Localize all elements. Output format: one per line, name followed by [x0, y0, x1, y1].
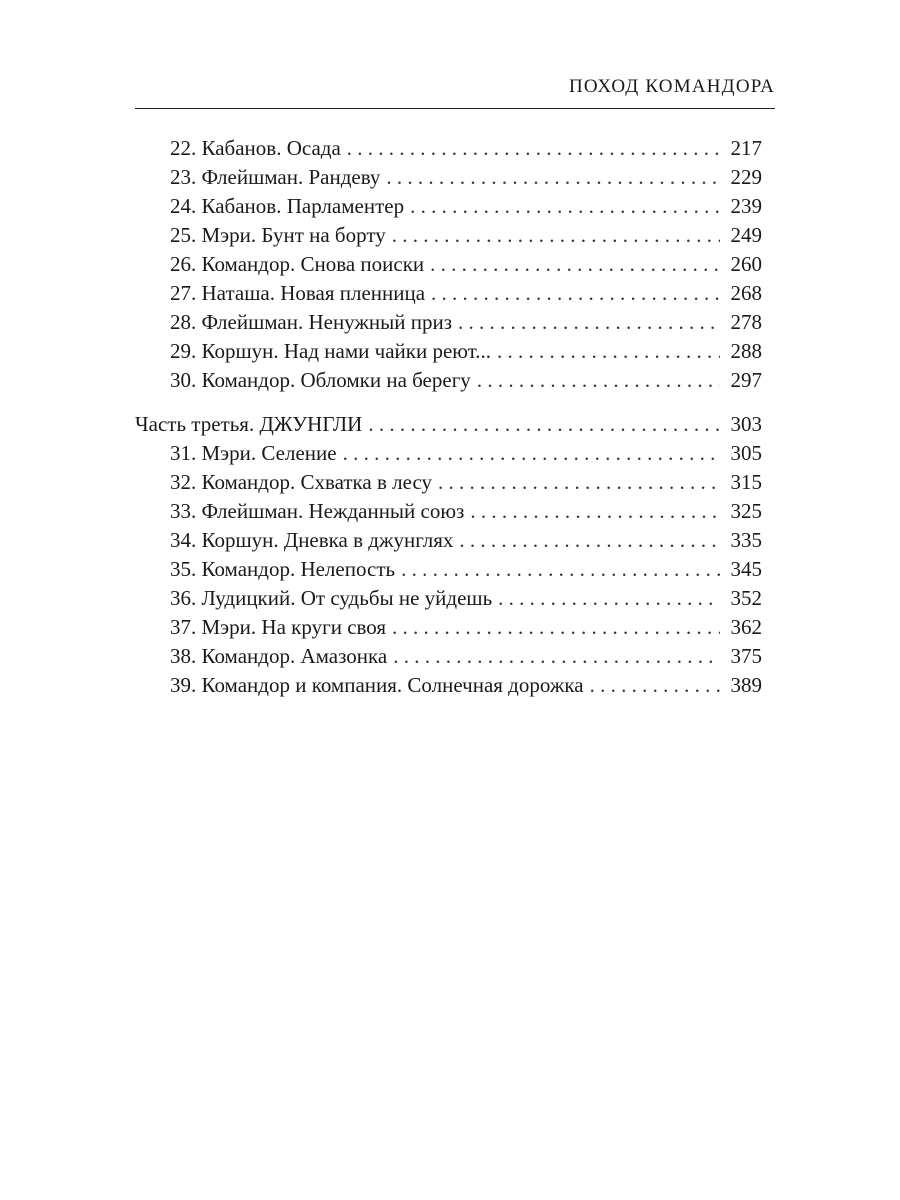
toc-entry-page: 288: [730, 339, 762, 363]
toc-entry-title: 28. Флейшман. Ненужный приз: [170, 310, 453, 334]
toc-dot-leader: [347, 134, 720, 163]
toc-entry-title: 23. Флейшман. Рандеву: [170, 165, 381, 189]
toc-part-page: 303: [730, 412, 762, 436]
toc-entry-35[interactable]: [135, 555, 762, 584]
toc-entry-27[interactable]: [135, 279, 762, 308]
toc-entry-page: 325: [730, 499, 762, 523]
toc-entry-31[interactable]: [135, 439, 762, 468]
toc-entry-36[interactable]: [135, 584, 762, 613]
toc-entry-title: 38. Командор. Амазонка: [170, 644, 388, 668]
toc-dot-leader: [393, 642, 720, 671]
toc-entry-title: 33. Флейшман. Нежданный союз: [170, 499, 465, 523]
header-rule: [135, 108, 775, 109]
toc-dot-leader: [459, 526, 720, 555]
toc-entry-33[interactable]: [135, 497, 762, 526]
toc-entry-page: 305: [730, 441, 762, 465]
toc-dot-leader: [458, 308, 720, 337]
toc-entry-title: 32. Командор. Схватка в лесу: [170, 470, 433, 494]
toc-entry-title: 39. Командор и компания. Солнечная дорожка: [170, 673, 584, 697]
toc-dot-leader: [431, 279, 720, 308]
toc-dot-leader: [368, 410, 720, 439]
toc-entry-32[interactable]: [135, 468, 762, 497]
toc-entry-26[interactable]: [135, 250, 762, 279]
toc-entry-38[interactable]: [135, 642, 762, 671]
toc-dot-leader: [430, 250, 720, 279]
toc-dot-leader: [497, 337, 720, 366]
toc-entry-page: 315: [730, 470, 762, 494]
table-of-contents: [135, 134, 762, 700]
toc-dot-leader: [343, 439, 720, 468]
toc-entry-page: 375: [730, 644, 762, 668]
toc-entry-39[interactable]: [135, 671, 762, 700]
toc-entry-34[interactable]: [135, 526, 762, 555]
toc-entry-22[interactable]: [135, 134, 762, 163]
toc-entry-page: 268: [730, 281, 762, 305]
toc-entry-24[interactable]: [135, 192, 762, 221]
toc-part-title: Часть третья. ДЖУНГЛИ: [135, 412, 363, 436]
toc-entry-page: 352: [730, 586, 762, 610]
toc-entry-page: 297: [730, 368, 762, 392]
toc-entry-title: 36. Лудицкий. От судьбы не уйдешь: [170, 586, 493, 610]
toc-entry-page: 217: [730, 136, 762, 160]
toc-entry-title: 22. Кабанов. Осада: [170, 136, 341, 160]
toc-dot-leader: [498, 584, 720, 613]
toc-entry-title: 25. Мэри. Бунт на борту: [170, 223, 386, 247]
toc-entry-title: 26. Командор. Снова поиски: [170, 252, 425, 276]
toc-entry-page: 239: [730, 194, 762, 218]
toc-dot-leader: [386, 163, 720, 192]
toc-entry-title: 24. Кабанов. Парламентер: [170, 194, 405, 218]
toc-dot-leader: [392, 221, 720, 250]
toc-entry-title: 31. Мэри. Селение: [170, 441, 337, 465]
toc-entry-title: 29. Коршун. Над нами чайки реют...: [170, 339, 492, 363]
toc-dot-leader: [477, 366, 720, 395]
toc-dot-leader: [392, 613, 720, 642]
toc-entry-30[interactable]: [135, 366, 762, 395]
toc-entry-25[interactable]: [135, 221, 762, 250]
toc-entry-page: 345: [730, 557, 762, 581]
toc-entry-page: 249: [730, 223, 762, 247]
running-head: ПОХОД КОМАНДОРА: [569, 76, 775, 97]
toc-entry-28[interactable]: [135, 308, 762, 337]
toc-entry-page: 229: [730, 165, 762, 189]
toc-entry-page: 389: [730, 673, 762, 697]
toc-entry-title: 27. Наташа. Новая пленница: [170, 281, 426, 305]
toc-entry-page: 335: [730, 528, 762, 552]
toc-entry-page: 362: [730, 615, 762, 639]
toc-dot-leader: [401, 555, 720, 584]
toc-entry-37[interactable]: [135, 613, 762, 642]
toc-dot-leader: [470, 497, 720, 526]
toc-dot-leader: [410, 192, 720, 221]
toc-dot-leader: [590, 671, 720, 700]
toc-entry-title: 34. Коршун. Дневка в джунглях: [170, 528, 454, 552]
toc-part-three[interactable]: [135, 410, 762, 439]
toc-entry-title: 37. Мэри. На круги своя: [170, 615, 387, 639]
toc-entry-23[interactable]: [135, 163, 762, 192]
toc-entry-title: 30. Командор. Обломки на берегу: [170, 368, 471, 392]
toc-entry-title: 35. Командор. Нелепость: [170, 557, 396, 581]
toc-entry-page: 260: [730, 252, 762, 276]
toc-dot-leader: [438, 468, 720, 497]
toc-entry-29[interactable]: [135, 337, 762, 366]
toc-entry-page: 278: [730, 310, 762, 334]
